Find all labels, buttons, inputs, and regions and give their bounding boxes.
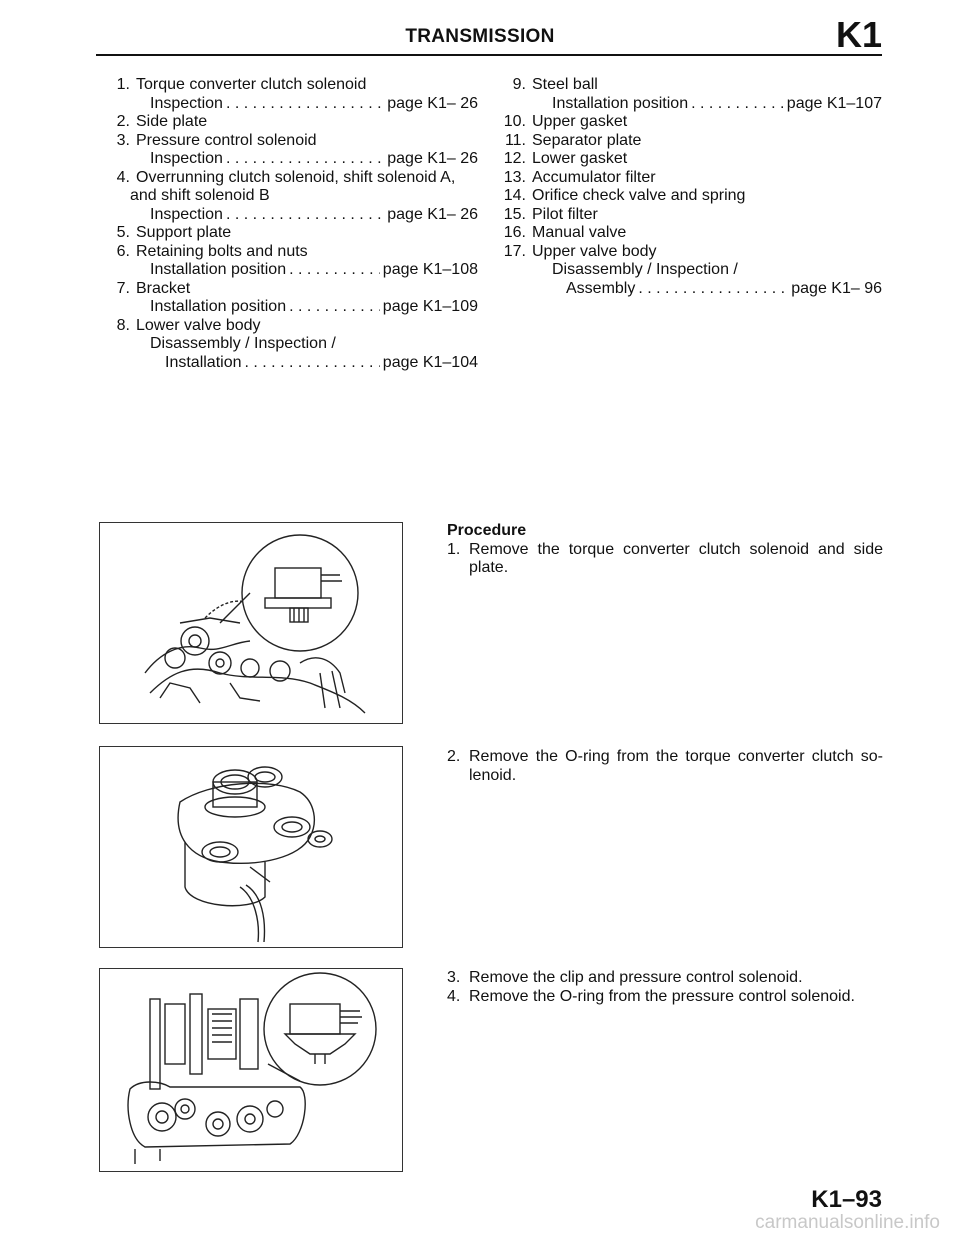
parts-list-left xyxy=(100,76,478,372)
part-item xyxy=(496,76,882,95)
part-number: 11. xyxy=(504,131,526,149)
step-number: 2. xyxy=(447,748,461,765)
part-name: Separator plate xyxy=(532,131,642,149)
part-item xyxy=(496,243,882,262)
part-item xyxy=(100,317,478,336)
leader-dots xyxy=(226,95,384,114)
part-name: Lower valve body xyxy=(136,316,261,334)
part-subentry xyxy=(100,206,478,225)
page-reference: page K1–107 xyxy=(786,94,882,112)
part-item xyxy=(100,243,478,262)
part-item xyxy=(496,224,882,243)
leader-dots xyxy=(289,298,380,317)
parts-list-right xyxy=(496,76,882,298)
part-name: Lower gasket xyxy=(532,150,628,167)
part-item xyxy=(496,187,882,206)
part-subentry xyxy=(100,298,478,317)
step-text: Remove the torque converter clutch solenoid and side plate. xyxy=(469,540,883,576)
procedure-heading: Procedure xyxy=(447,522,527,539)
part-subentry xyxy=(100,150,478,169)
page-reference: page K1–104 xyxy=(382,353,478,371)
page-reference: page K1–108 xyxy=(382,261,478,278)
leader-dots xyxy=(245,354,380,373)
part-name: Pressure control solenoid xyxy=(136,131,317,149)
part-name: Support plate xyxy=(136,224,232,241)
part-name: Orifice check valve and spring xyxy=(532,187,746,204)
part-item xyxy=(100,76,478,95)
part-name: Manual valve xyxy=(532,224,627,241)
procedure-step xyxy=(447,969,883,988)
part-subentry xyxy=(100,261,478,280)
part-name: Retaining bolts and nuts xyxy=(136,242,308,260)
subentry-label: Installation position xyxy=(150,261,287,278)
part-name: Side plate xyxy=(136,113,208,130)
procedure-step xyxy=(447,988,883,1007)
part-subentry xyxy=(100,354,478,373)
part-item xyxy=(100,280,478,299)
part-number: 14. xyxy=(503,187,526,204)
part-subentry xyxy=(100,95,478,114)
part-number: 15. xyxy=(503,205,526,223)
part-name: Torque converter clutch solenoid xyxy=(136,76,367,93)
page-reference: page K1– 26 xyxy=(387,94,478,112)
subentry-label: Disassembly / Inspection / xyxy=(552,261,738,278)
part-name: Accumulator filter xyxy=(532,168,656,186)
leader-dots xyxy=(226,206,384,225)
procedure-step xyxy=(447,541,883,578)
page-number: K1–93 xyxy=(811,1186,882,1213)
part-number: 7. xyxy=(116,279,130,297)
part-name: Pilot filter xyxy=(532,205,598,223)
part-name: Steel ball xyxy=(532,76,598,93)
procedure-block-1 xyxy=(447,522,883,578)
leader-dots xyxy=(226,150,384,169)
step-number: 1. xyxy=(447,540,461,558)
part-item xyxy=(100,169,478,188)
subentry-label: Installation position xyxy=(552,94,689,112)
part-item xyxy=(100,224,478,243)
part-number: 13. xyxy=(503,168,526,186)
subentry-label: Inspection xyxy=(150,150,223,167)
page-reference: page K1– 96 xyxy=(791,279,882,297)
part-name: Bracket xyxy=(136,279,191,297)
part-item xyxy=(100,113,478,132)
leader-dots xyxy=(638,280,788,299)
page-reference: page K1– 26 xyxy=(387,150,478,167)
section-code: K1 xyxy=(835,14,882,55)
subentry-label: Installation position xyxy=(150,298,287,315)
part-subentry xyxy=(496,95,882,114)
leader-dots xyxy=(691,95,784,114)
part-number: 9. xyxy=(512,76,526,93)
part-name: Overrunning clutch solenoid, shift solenoid A, xyxy=(136,168,456,186)
figure-tcc-solenoid-removal xyxy=(99,522,403,724)
part-number: 17. xyxy=(503,242,526,260)
figure-pressure-control-solenoid-removal xyxy=(99,968,403,1172)
part-item xyxy=(496,113,882,132)
part-item xyxy=(100,132,478,151)
figure-o-ring-removal xyxy=(99,746,403,948)
part-subentry xyxy=(100,335,478,354)
watermark: carmanualsonline.info xyxy=(755,1212,940,1233)
part-number: 8. xyxy=(116,316,130,334)
part-item xyxy=(496,169,882,188)
part-name: Upper gasket xyxy=(532,113,628,130)
part-number: 6. xyxy=(116,242,130,260)
part-number: 10. xyxy=(503,113,526,130)
part-name-continued: and shift solenoid B xyxy=(130,187,270,204)
subentry-label: Inspection xyxy=(150,205,223,223)
part-item xyxy=(496,206,882,225)
part-number: 3. xyxy=(116,131,130,149)
step-text: Remove the clip and pressure control solenoid. xyxy=(469,969,803,986)
part-number: 12. xyxy=(503,150,526,167)
part-subentry xyxy=(496,280,882,299)
procedure-step xyxy=(447,748,883,785)
part-number: 1. xyxy=(116,76,130,93)
part-item xyxy=(496,150,882,169)
part-number: 2. xyxy=(116,113,130,130)
page-title: TRANSMISSION xyxy=(405,26,555,47)
header-rule xyxy=(96,54,882,56)
page-reference: page K1– 26 xyxy=(387,205,478,223)
part-number: 4. xyxy=(116,168,130,186)
step-number: 4. xyxy=(447,987,461,1005)
part-subentry xyxy=(496,261,882,280)
step-number: 3. xyxy=(447,969,461,986)
step-text: Remove the O-ring from the pressure control solenoid. xyxy=(469,987,855,1005)
leader-dots xyxy=(289,261,380,280)
subentry-label: Assembly xyxy=(566,279,636,297)
part-number: 5. xyxy=(116,224,130,241)
subentry-label: Disassembly / Inspection / xyxy=(150,335,336,352)
page-reference: page K1–109 xyxy=(382,298,478,315)
subentry-label: Inspection xyxy=(150,94,223,112)
part-name: Upper valve body xyxy=(532,242,657,260)
part-item xyxy=(496,132,882,151)
procedure-block-3 xyxy=(447,969,883,1006)
part-number: 16. xyxy=(503,224,526,241)
step-text: Remove the O-ring from the torque converter clutch so-lenoid. xyxy=(469,748,883,784)
procedure-block-2 xyxy=(447,748,883,785)
subentry-label: Installation xyxy=(165,353,242,371)
